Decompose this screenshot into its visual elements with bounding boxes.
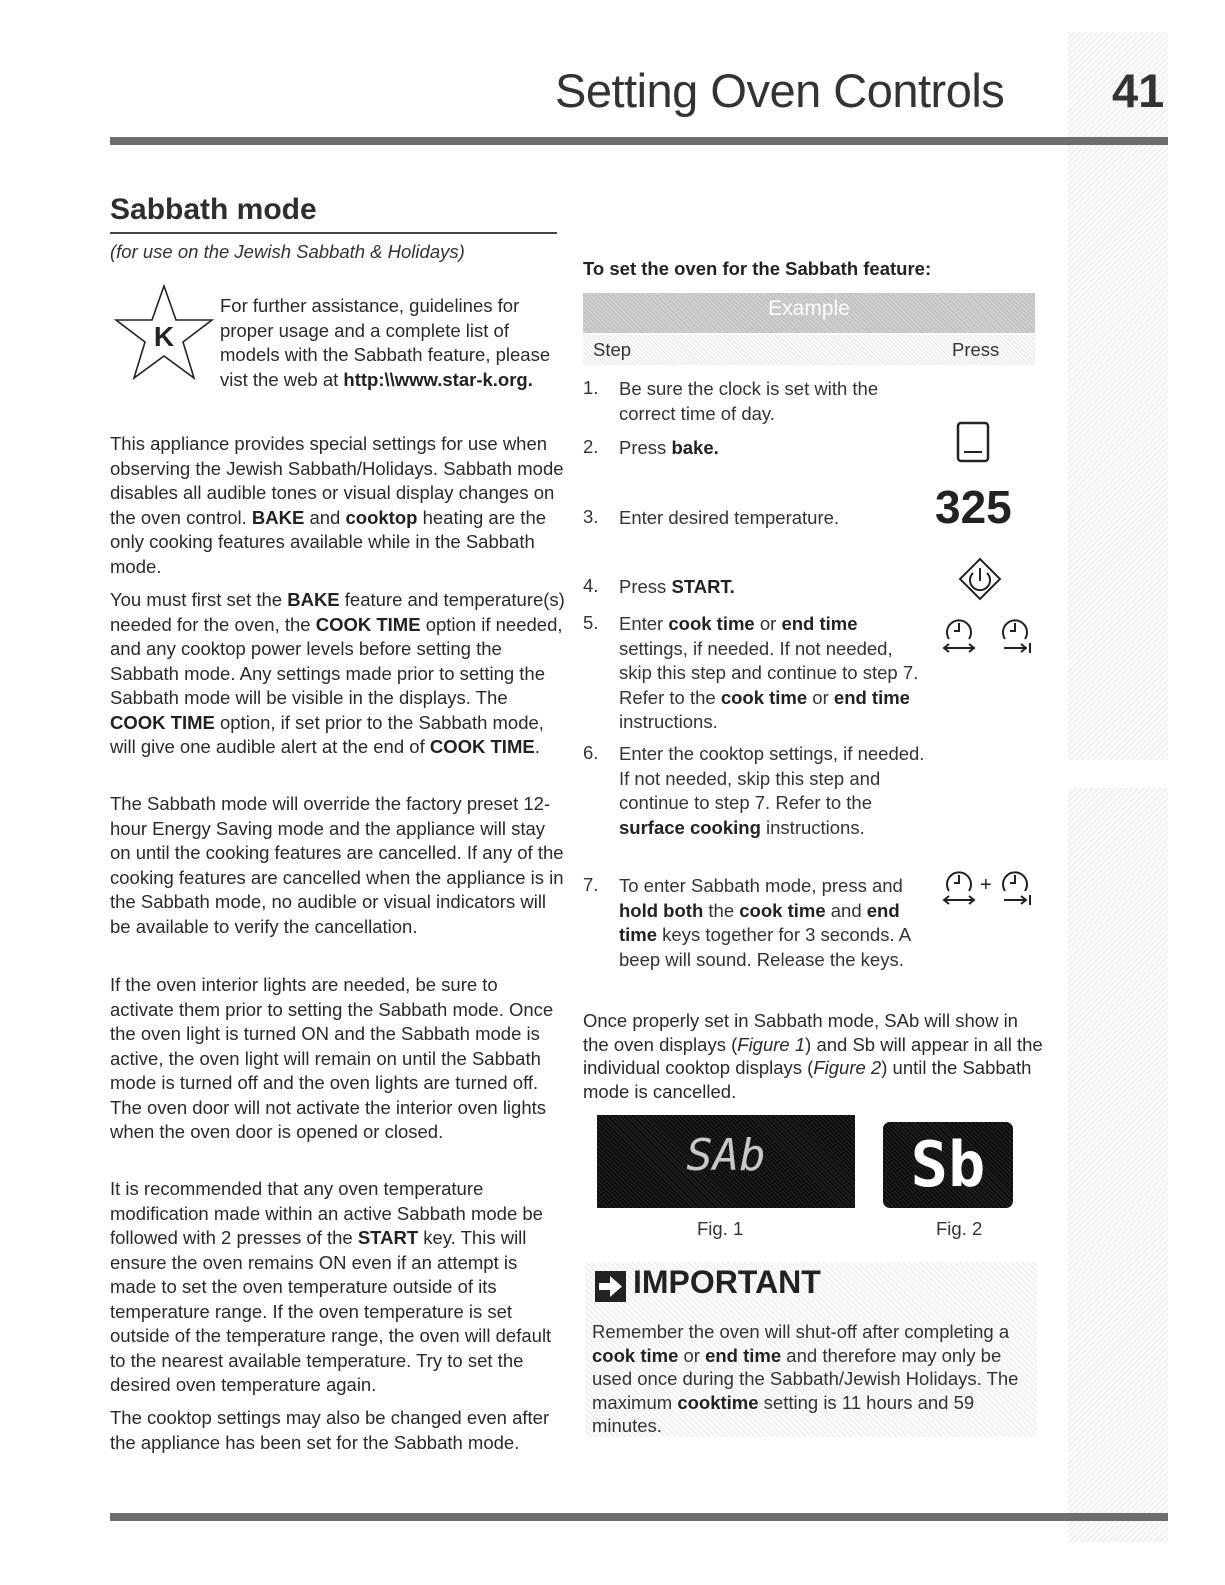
sabbath-display-note: Once properly set in Sabbath mode, SAb will show in the oven displays (Figure 1) and Sb will appear in all the individual cooktop displays (Figure 2) until the Sabbath mode is cancelled. — [583, 1010, 1043, 1102]
start-key-icon — [958, 557, 1002, 601]
paragraph-override: The Sabbath mode will override the factory preset 12-hour Energy Saving mode and the appliance will stay on until the cooking features are cancelled. If any of the cooking features are cancelled when the appliance is in the Sabbath mode, no audible or visual indicators will be available to verify the cancellation. — [110, 793, 564, 937]
page-number: 41 — [1112, 64, 1165, 117]
step-3-number: 3. — [583, 506, 599, 527]
paragraph-intro: This appliance provides special settings for use when observing the Jewish Sabbath/Holidays. Sabbath mode disables all audible tones or visual display changes on the oven control. BAKE and cooktop heating are the only cooking features available while in the Sabbath mode. — [110, 433, 564, 577]
star-k-note — [220, 294, 560, 392]
page-edge-gap — [1068, 760, 1168, 788]
star-k-icon — [114, 284, 214, 384]
step-4-text: Press START. — [619, 576, 735, 597]
step-7-number: 7. — [583, 874, 599, 895]
section-title: Sabbath mode — [110, 193, 317, 226]
star-k-letter: K — [153, 321, 175, 352]
end-time-key-icon — [996, 614, 1034, 656]
figure-1-caption: Fig. 1 — [697, 1218, 744, 1239]
footer-rule — [110, 1513, 1168, 1521]
step-4-number: 4. — [583, 575, 599, 596]
figure-2-caption: Fig. 2 — [936, 1218, 983, 1239]
step-6-number: 6. — [583, 742, 599, 763]
press-column-header: Press — [952, 339, 1000, 360]
page-header-title: Setting Oven Controls — [555, 64, 1005, 117]
step-3-text: Enter desired temperature. — [619, 507, 840, 528]
paragraph-temperature: It is recommended that any oven temperature modification made within an active Sabbath mode be followed with 2 presses of the START key. This will ensure the oven remains ON even if an attempt is made to set the oven temperature outside of its temperature range. If the oven temperature is set outside of the temperature range, the oven will default to the nearest available temperature. Try to set the desired oven temperature again. — [110, 1178, 552, 1395]
step-7-text: To enter Sabbath mode, press and hold both the cook time and end time keys together for 3 seconds. A beep will sound. Release the keys. — [619, 875, 911, 970]
step-1-number: 1. — [583, 377, 599, 398]
steps-heading: To set the oven for the Sabbath feature: — [583, 258, 932, 279]
step-column-header: Step — [593, 339, 632, 360]
step-5-text: Enter cook time or end time settings, if needed. If not needed, skip this step and continue to step 7. Refer to the cook time or end time instructions. — [619, 613, 919, 732]
important-title: IMPORTANT — [633, 1264, 821, 1300]
end-time-key-icon-step7 — [996, 866, 1034, 908]
arrow-right-icon — [595, 1271, 626, 1302]
oven-display-readout: SAb — [686, 1130, 766, 1181]
step-6-text: Enter the cooktop settings, if needed. If not needed, skip this step and continue to step 7. Refer to the surface cooking instructions. — [619, 743, 925, 838]
paragraph-cooktop: The cooktop settings may also be changed even after the appliance has been set for the Sabbath mode. — [110, 1407, 550, 1453]
star-k-url: http:\\www.star-k.org. — [343, 368, 533, 390]
paragraph-lights: If the oven interior lights are needed, be sure to activate them prior to setting the Sabbath mode. Once the oven light is turned ON and the Sabbath mode is active, the oven light will remain on until the Sabbath mode is turned off and the oven lights are turned off. The oven door will not activate the interior oven lights when the oven door is opened or closed. — [110, 974, 554, 1142]
section-subtitle: (for use on the Jewish Sabbath & Holidays) — [110, 241, 465, 262]
important-text: Remember the oven will shut-off after completing a cook time or end time and therefore may only be used once during the Sabbath/Jewish Holidays. The maximum cooktime setting is 11 hours and 59 minutes. — [592, 1321, 1019, 1436]
header-rule — [110, 137, 1168, 145]
plus-sign: + — [980, 874, 992, 896]
cook-time-key-icon — [940, 614, 978, 656]
step-2-text: Press bake. — [619, 437, 719, 458]
temperature-value: 325 — [935, 481, 1012, 533]
paragraph-setup: You must first set the BAKE feature and temperature(s) needed for the oven, the COOK TIME option if needed, and any cooktop power levels before setting the Sabbath mode. Any settings made prior to setting the Sabbath mode will be visible in the displays. The COOK TIME option, if set prior to the Sabbath mode, will give one audible alert at the end of COOK TIME. — [110, 589, 565, 757]
step-2-number: 2. — [583, 436, 599, 457]
bake-key-icon — [956, 421, 990, 463]
cook-time-key-icon-step7 — [940, 866, 978, 908]
step-1-text: Be sure the clock is set with the correct time of day. — [619, 378, 879, 424]
step-5-number: 5. — [583, 612, 599, 633]
star-k-text: For further assistance, guidelines for proper usage and a complete list of models with the Sabbath feature, please vist the web at — [220, 295, 551, 390]
section-rule — [110, 232, 557, 234]
cooktop-display-readout: Sb — [910, 1128, 986, 1201]
example-label: Example — [768, 297, 850, 320]
